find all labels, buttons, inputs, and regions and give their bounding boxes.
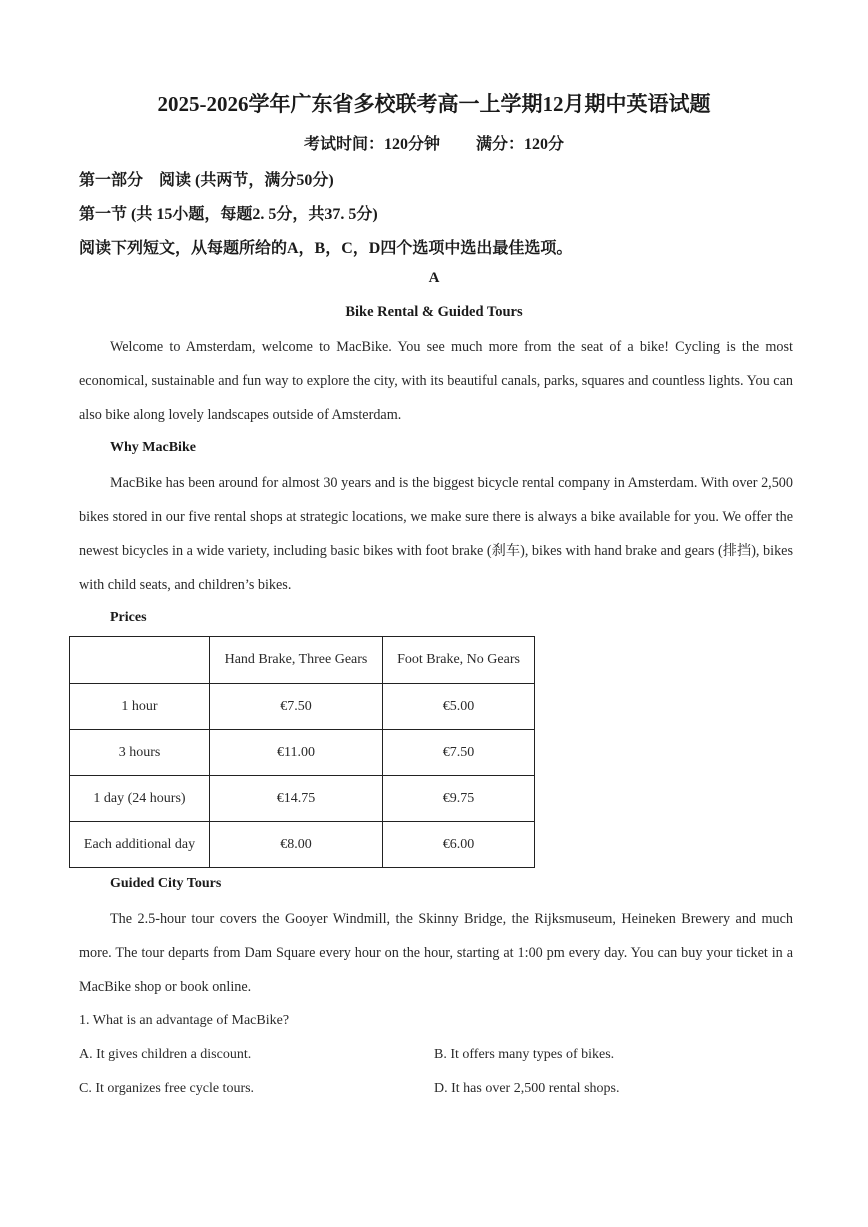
option-a: A. It gives children a discount.: [79, 1047, 252, 1062]
table-row: [70, 822, 535, 868]
intro-paragraph: Welcome to Amsterdam, welcome to MacBike. You see much more from the seat of a bike! Cycling is the most economical, sustainable and fun way to explore the city, with its beautiful canals, parks, squares and countless lights. You can also bike along lovely landscapes outside of Amsterdam.: [79, 339, 793, 423]
passage-title: Bike Rental & Guided Tours: [345, 304, 523, 320]
table-cell: €5.00: [383, 684, 535, 730]
table-header-row: [70, 637, 535, 684]
question-stem: 1. What is an advantage of MacBike?: [79, 1013, 290, 1028]
section-heading: 第一节 (共 15小题，每题2. 5分，共37. 5分): [79, 206, 378, 223]
exam-time: 考试时间：120分钟: [303, 136, 440, 153]
table-cell: €7.50: [383, 730, 535, 776]
prices-table: [69, 636, 535, 868]
table-cell: €7.50: [210, 684, 383, 730]
full-score: 满分：120分: [476, 136, 565, 153]
table-cell: Hand Brake, Three Gears: [210, 637, 383, 684]
table-cell: 1 day (24 hours): [70, 776, 210, 822]
part-heading: 第一部分 阅读 (共两节，满分50分): [79, 172, 334, 189]
instruction: 阅读下列短文，从每题所给的A，B，C，D四个选项中选出最佳选项。: [79, 240, 573, 257]
table-cell: €8.00: [210, 822, 383, 868]
table-cell: [70, 637, 210, 684]
table-row: [70, 776, 535, 822]
table-cell: Foot Brake, No Gears: [383, 637, 535, 684]
why-paragraph: MacBike has been around for almost 30 years and is the biggest bicycle rental company in Amsterdam. With over 2,500 bikes stored in our five rental shops at strategic locations, we make sure there is always a bike available for you. We offer the newest bicycles in a wide variety, including basic bikes with foot brake (刹车), bikes with hand brake and gears (排挡), bikes with child seats, and children’s bikes.: [79, 475, 793, 593]
option-b: B. It offers many types of bikes.: [434, 1047, 615, 1062]
table-cell: Each additional day: [70, 822, 210, 868]
why-heading: Why MacBike: [110, 440, 196, 455]
passage-label: A: [428, 270, 440, 286]
table-cell: €9.75: [383, 776, 535, 822]
tours-paragraph: The 2.5-hour tour covers the Gooyer Windmill, the Skinny Bridge, the Rijksmuseum, Heineken Brewery and much more. The tour departs from Dam Square every hour on the hour, starting at 1:00 pm every day. You can buy your ticket in a MacBike shop or book online.: [79, 911, 793, 995]
exam-title: 2025-2026学年广东省多校联考高一上学期12月期中英语试题: [157, 92, 711, 116]
table-cell: €14.75: [210, 776, 383, 822]
table-row: [70, 730, 535, 776]
table-cell: 1 hour: [70, 684, 210, 730]
exam-meta: [0, 131, 868, 154]
table-cell: 3 hours: [70, 730, 210, 776]
tours-heading: Guided City Tours: [110, 876, 222, 891]
table-cell: €11.00: [210, 730, 383, 776]
option-d: D. It has over 2,500 rental shops.: [434, 1081, 620, 1096]
table-cell: €6.00: [383, 822, 535, 868]
table-row: [70, 684, 535, 730]
option-c: C. It organizes free cycle tours.: [79, 1081, 255, 1096]
prices-heading: Prices: [110, 610, 147, 625]
